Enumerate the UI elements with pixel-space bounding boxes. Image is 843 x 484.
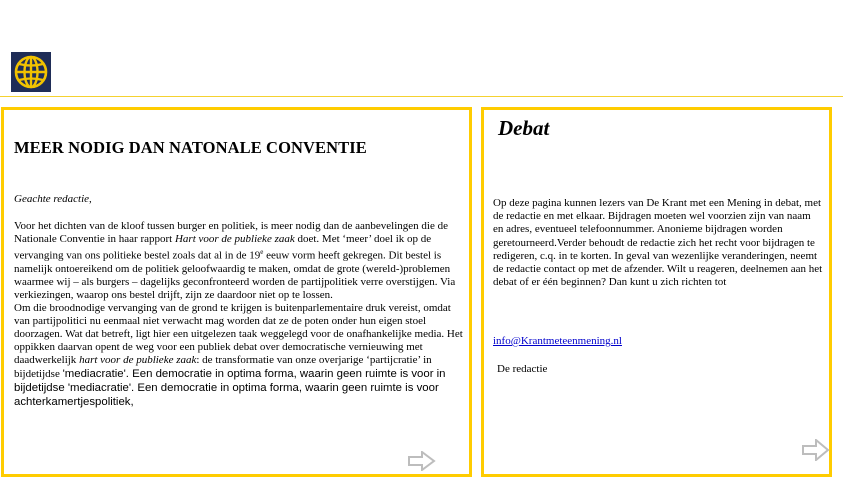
article-paragraph-2: Om die broodnodige vervanging van de grond te krijgen is buitenparlementaire druk vereist, omdat van partijpolitici nu eenmaal niet verwacht mag worden dat ze de poten onder hun eigen stoel doorzagen. Wat dat betreft, ligt hier een uitgelezen taak weggelegd voor de onafhankelijke media. Het oppikken daarvan opent de weg voor een publiek debat over democratische vernieuwing met daadwerkelijk hart voor de publieke zaak: de transformatie van onze overjarige ‘partijcratie’ in bijdetijdse 'mediacratie'. Een democratie in optima forma, waarin geen ruimte is voor in bijdetijdse 'mediacratie'. Een democratie in optima forma, waarin geen ruimte is voor achterkamertjespolitiek, — [14, 301, 463, 408]
globe-logo-icon — [11, 52, 51, 92]
arrow-right-icon[interactable] — [408, 451, 436, 471]
article-paragraph-1: Voor het dichten van de kloof tussen burger en politiek, is meer nodig dan de aanbevelingen die de Nationale Conventie in haar rapport Hart voor de publieke zaak doet. Met ‘meer’ doel ik op de vervanging van ons politieke bestel zoals dat al in de 19e eeuw vorm heeft gekregen. Dit bestel is namelijk ontoereikend om de politiek geloofwaardig te maken, omdat de grote (wereld-)problemen waarmee wij – als burgers – dagelijks geconfronteerd worden de partijpolitiek verre overstijgen. Via verkiezingen, waarop ons bestel drijft, zijn ze daardoor niet op te lossen. — [14, 220, 456, 301]
debat-signature: De redactie — [497, 363, 548, 375]
article-body — [14, 220, 464, 409]
article-salutation: Geachte redactie, — [14, 193, 92, 205]
article-panel — [1, 107, 472, 477]
debat-intro: Op deze pagina kunnen lezers van De Krant met een Mening in debat, met de redactie en met elkaar. Bijdragen moeten wel voorzien zijn van naam en adres, eventueel telefoonnummer. Anonieme bijdragen worden geretourneerd.Verder behoudt de redactie zich het recht voor bijdragen te redigeren, c.q. in te korten. In geval van wezenlijke veranderingen, neemt de redactie contact op met de afzender. Wilt u reageren, deelnemen aan het debat of er één beginnen? Dan kunt u zich richten tot — [493, 197, 823, 289]
header-divider — [0, 96, 843, 97]
article-title: MEER NODIG DAN NATONALE CONVENTIE — [14, 138, 367, 157]
email-link[interactable]: info@Krantmeteenmening.nl — [493, 335, 622, 347]
debat-panel — [481, 107, 832, 477]
arrow-right-icon[interactable] — [802, 439, 830, 461]
debat-title: Debat — [498, 116, 550, 140]
